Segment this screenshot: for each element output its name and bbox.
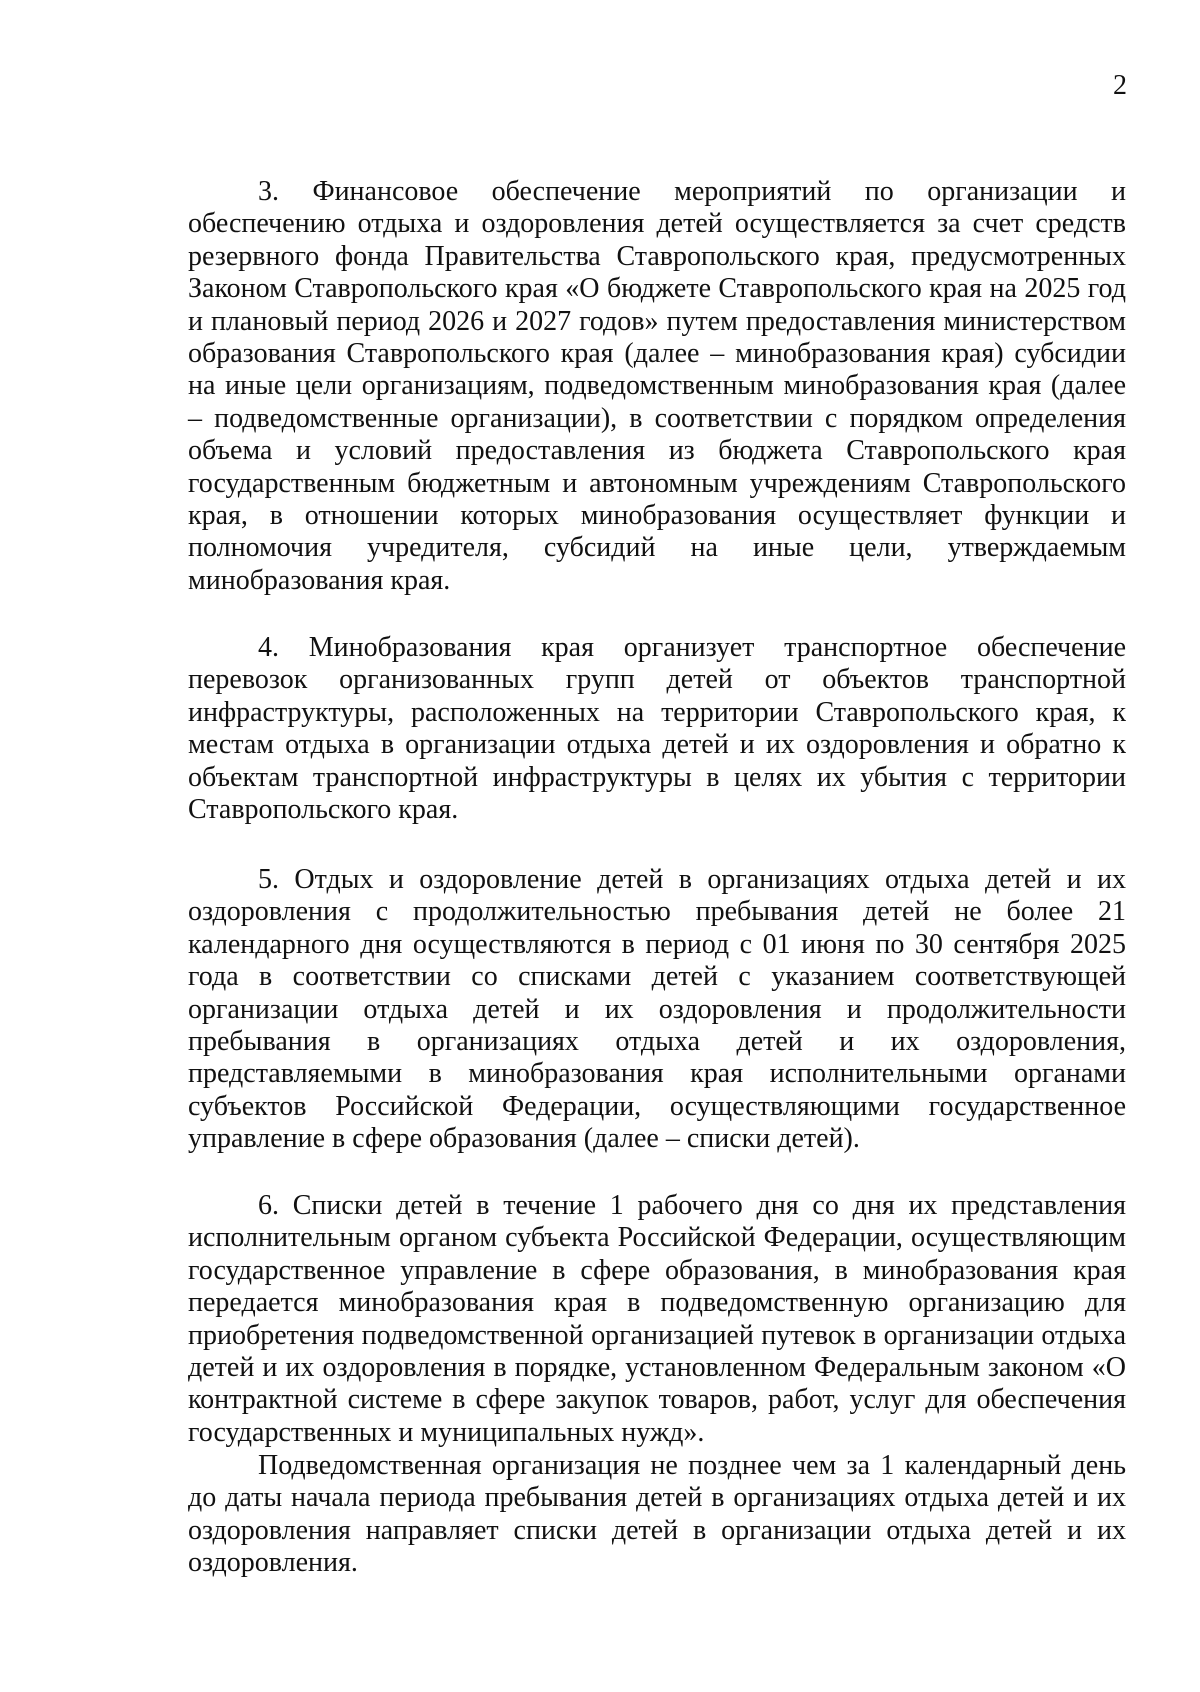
paragraph-4: 4. Минобразования края организует транспортное обеспечение перевозок организованных групп детей от объектов транспортной инфраструктуры, расположенных на территории Ставропольского края, к местам отдыха в организации отдыха детей и их оздоровления и обратно к объектам транспортной инфраструктуры в целях их убытия с территории Ставропольского края. [188, 632, 1126, 826]
paragraph-3: 3. Финансовое обеспечение мероприятий по организации и обеспечению отдыха и оздоровления детей осуществляется за счет средств резервного фонда Правительства Ставропольского края, предусмотренных Законом Ставропольского края «О бюджете Ставропольского края на 2025 год и плановый период 2026 и 2027 годов» путем предоставления министерством образования Ставропольского края (далее – минобразования края) субсидии на иные цели организациям, подведомственным минобразования края (далее – подведомственные организации), в соответствии с порядком определения объема и условий предоставления из бюджета Ставропольского края государственным бюджетным и автономным учреждениям Ставропольского края, в отношении которых минобразования осуществляет функции и полномочия учредителя, субсидий на иные цели, утверждаемым минобразования края. [188, 176, 1126, 596]
paragraph-5: 5. Отдых и оздоровление детей в организациях отдыха детей и их оздоровления с продолжительностью пребывания детей не более 21 календарного дня осуществляются в период с 01 июня по 30 сентября 2025 года в соответствии со списками детей с указанием соответствующей организации отдыха детей и их оздоровления и продолжительности пребывания в организациях отдыха детей и их оздоровления, представляемыми в минобразования края исполнительными органами субъектов Российской Федерации, осуществляющими государственное управление в сфере образования (далее – списки детей). [188, 864, 1126, 1155]
paragraph-6: 6. Списки детей в течение 1 рабочего дня со дня их представления исполнительным органом субъекта Российской Федерации, осуществляющим государственное управление в сфере образования, в минобразования края передается минобразования края в подведомственную организацию для приобретения подведомственной организацией путевок в организации отдыха детей и их оздоровления в порядке, установленном Федеральным законом «О контрактной системе в сфере закупок товаров, работ, услуг для обеспечения государственных и муниципальных нужд». [188, 1190, 1126, 1448]
paragraph-6-continuation: Подведомственная организация не позднее чем за 1 календарный день до даты начала периода пребывания детей в организациях отдыха детей и их оздоровления направляет списки детей в организации отдыха детей и их оздоровления. [188, 1450, 1126, 1579]
page-number: 2 [1113, 70, 1127, 101]
